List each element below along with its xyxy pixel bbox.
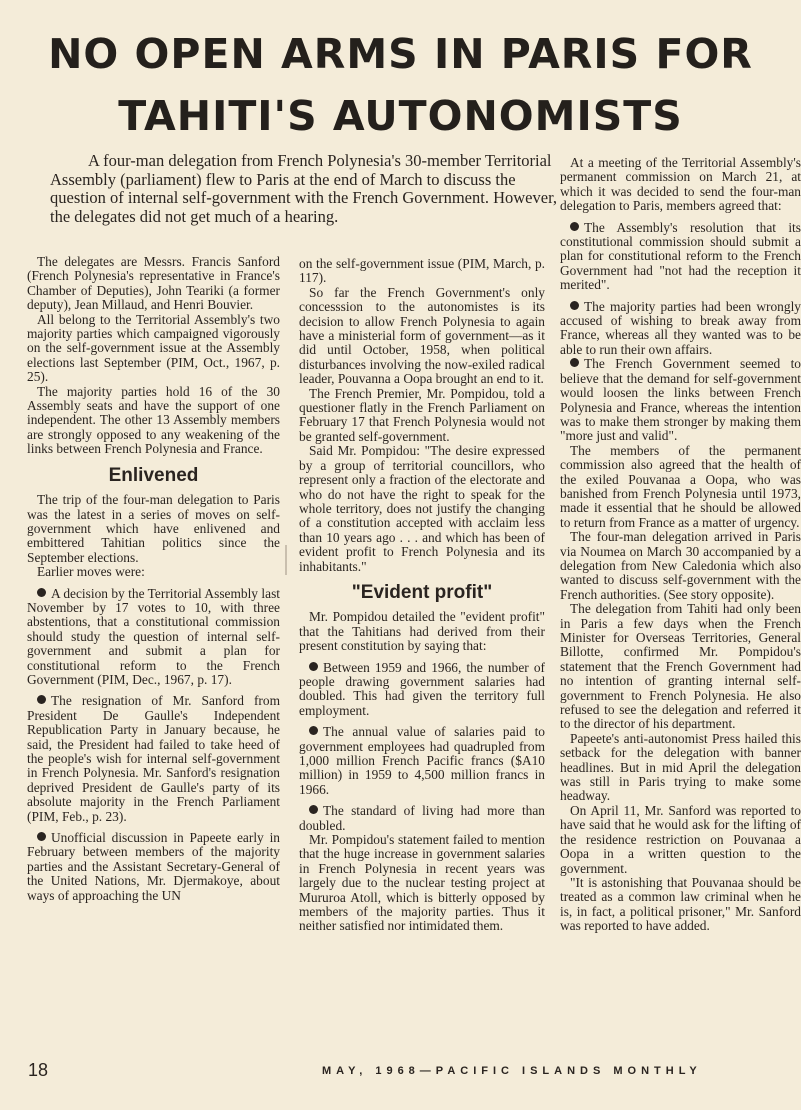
paragraph: Mr. Pompidou's statement failed to mention that the huge increase in government salaries in French Polynesia in recent years was largely due to the nuclear testing project at Mururoa Atoll, which is bitterly opposed by members of the majority parties. Thus it neither satisfied nor intimidated them.: [299, 832, 545, 934]
paragraph: All belong to the Territorial Assembly's two majority parties which campaigned vigorously on the self-government issue at the Assembly elections last September (PIM, Oct., 1967, p. 25).: [27, 311, 280, 385]
headline-line-1: NO OPEN ARMS IN PARIS FOR: [48, 30, 753, 78]
paragraph: Earlier moves were:: [37, 564, 145, 580]
paragraph: The trip of the four-man delegation to Paris was the latest in a series of moves on self-government which have enlivened and embittered Tahitian politics since the September elections.: [27, 492, 280, 565]
bullet-text: The Assembly's resolution that its constitutional commission should submit a plan for constitutional reform to the French Government had "not had the reception it merited".: [560, 219, 801, 293]
bullet-item: [560, 300, 801, 358]
bullet-text: The French Government seemed to believe that the demand for self-government would loosen the links between French Polynesia and France, whereas the intention was to make them stronger by making them "more just and valid".: [560, 356, 801, 444]
bullet-text: A decision by the Territorial Assembly last November by 17 votes to 10, with three abstentions, that a constitutional commission should study the question of internal self-government and submit a plan for constitutional reform to the French Government (PIM, Dec., 1967, p. 17).: [27, 585, 280, 687]
bullet-item: [560, 221, 801, 293]
bullet-icon: [309, 726, 318, 735]
column-rule: [285, 545, 287, 575]
paragraph: Papeete's anti-autonomist Press hailed this setback for the delegation with banner headlines. But in mid April the delegation was still in Paris trying to make some headway.: [560, 730, 801, 804]
bullet-item: [560, 357, 801, 443]
masthead: MAY, 1968—PACIFIC ISLANDS MONTHLY: [322, 1065, 702, 1077]
paragraph: The French Premier, Mr. Pompidou, told a questioner flatly in the French Parliament on February 17 that French Polynesia would not be granted self-government.: [299, 385, 545, 444]
bullet-item: [299, 725, 545, 797]
bullet-text: Between 1959 and 1966, the number of people drawing government salaries had doubled. This had given the territory full employment.: [299, 659, 545, 718]
headline-line-2: TAHITI'S AUTONOMISTS: [118, 92, 683, 140]
bullet-icon: [37, 588, 46, 597]
bullet-icon: [570, 358, 579, 367]
bullet-icon: [570, 222, 579, 231]
bullet-text: The annual value of salaries paid to government employees had quadrupled from 1,000 million French Pacific francs ($A10 million) in 1959 to 4,500 million francs in 1966.: [299, 724, 545, 797]
paragraph: on the self-government issue (PIM, March, p. 117).: [299, 256, 545, 286]
bullet-item: [27, 587, 280, 688]
intro-paragraph: A four-man delegation from French Polynesia's 30-member Territorial Assembly (parliament) flew to Paris at the end of March to discuss the question of internal self-government with the French Government. However, the delegates did not get much of a hearing.: [50, 151, 558, 226]
bullet-text: Unofficial discussion in Papeete early in February between members of the majority parties and the Assistant Secretary-General of the United Nations, Mr. Djermakoye, about ways of approaching the UN: [27, 830, 280, 903]
paragraph: On April 11, Mr. Sanford was reported to have said that he would ask for the lifting of the residence restriction on Pouvanaa a Oopa in a written question to the government.: [560, 802, 801, 876]
bullet-icon: [37, 832, 46, 841]
paragraph: At a meeting of the Territorial Assembly's permanent commission on March 21, at which it was decided to send the four-man delegation to Paris, members agreed that:: [560, 156, 801, 214]
paragraph: The delegation from Tahiti had only been in Paris a few days when the French Minister for Overseas Territories, General Billotte, confirmed Mr. Pompidou's statement that the French Government had no intention of granting internal self-government to French Polynesia. He also refused to see the delegation and referred it to the director of his department.: [560, 601, 801, 732]
bullet-text: The resignation of Mr. Sanford from President De Gaulle's Independent Republication Party in January because, he said, the President had failed to take heed of the people's wish for internal self-government in French Polynesia. Mr. Sanford's resignation deprived President de Gaulle's party of its absolute majority in the French Parliament (PIM, Feb., p. 23).: [27, 693, 280, 824]
bullet-icon: [37, 695, 46, 704]
bullet-text: The standard of living had more than doubled.: [299, 803, 545, 833]
paragraph: "It is astonishing that Pouvanaa should be treated as a common law criminal when he is, in fact, a political prisoner," Mr. Sanford was reported to have added.: [560, 874, 801, 934]
bullet-icon: [309, 662, 318, 671]
paragraph: The delegates are Messrs. Francis Sanford (French Polynesia's representative in France's Chamber of Deputies), John Teariki (a former deputy), Jean Millaud, and Henri Bouvier.: [27, 254, 280, 313]
page-number: 18: [28, 1060, 49, 1080]
bullet-item: [299, 661, 545, 719]
bullet-text: The majority parties had been wrongly accused of wishing to break away from France, whereas all they wanted was to be able to run their own affairs.: [560, 298, 801, 357]
paragraph: The four-man delegation arrived in Paris via Noumea on March 30 accompanied by a delegation from New Caledonia which also wanted to discuss self-government with the French authorities. (See story opposite).: [560, 529, 801, 602]
bullet-icon: [309, 805, 318, 814]
paragraph: The members of the permanent commission also agreed that the health of the exiled Pouvanaa a Oopa, who was banished from French Polynesia until 1973, made it essential that he should be allowed to return from France as a matter of urgency.: [560, 442, 801, 530]
column-2: [299, 257, 545, 934]
bullet-icon: [570, 301, 579, 310]
column-3: [560, 156, 801, 934]
paragraph: So far the French Government's only concesssion to the autonomistes is its decision to allow French Polynesia to again have a ministerial form of government—as it did until October, 1958, when political disturbances involving the now-exiled radical leader, Pouvanna a Oopa brought an end to it.: [299, 284, 545, 387]
bullet-item: [299, 804, 545, 833]
bullet-item: [27, 694, 280, 824]
paragraph: The majority parties hold 16 of the 30 Assembly seats and have the support of one independent. The other 13 Assembly members are strongly opposed to any weakening of the links between French Polynesia and France.: [27, 383, 280, 457]
subheading-evident-profit: "Evident profit": [351, 581, 493, 603]
paragraph: Mr. Pompidou detailed the "evident profit" that the Tahitians had derived from their present constitution by saying that:: [299, 609, 545, 654]
column-1: [27, 255, 280, 903]
paragraph: Said Mr. Pompidou: "The desire expressed by a group of territorial councillors, who represent only a fraction of the electorate and who do not have the right to speak for the whole territory, does not justify the changing of a constitution accepted with acclaim less than 10 years ago . . . and which has been of evident profit to French Polynesia and its inhabitants.": [299, 443, 545, 574]
bullet-item: [27, 831, 280, 903]
subheading-enlivened: Enlivened: [108, 464, 199, 486]
